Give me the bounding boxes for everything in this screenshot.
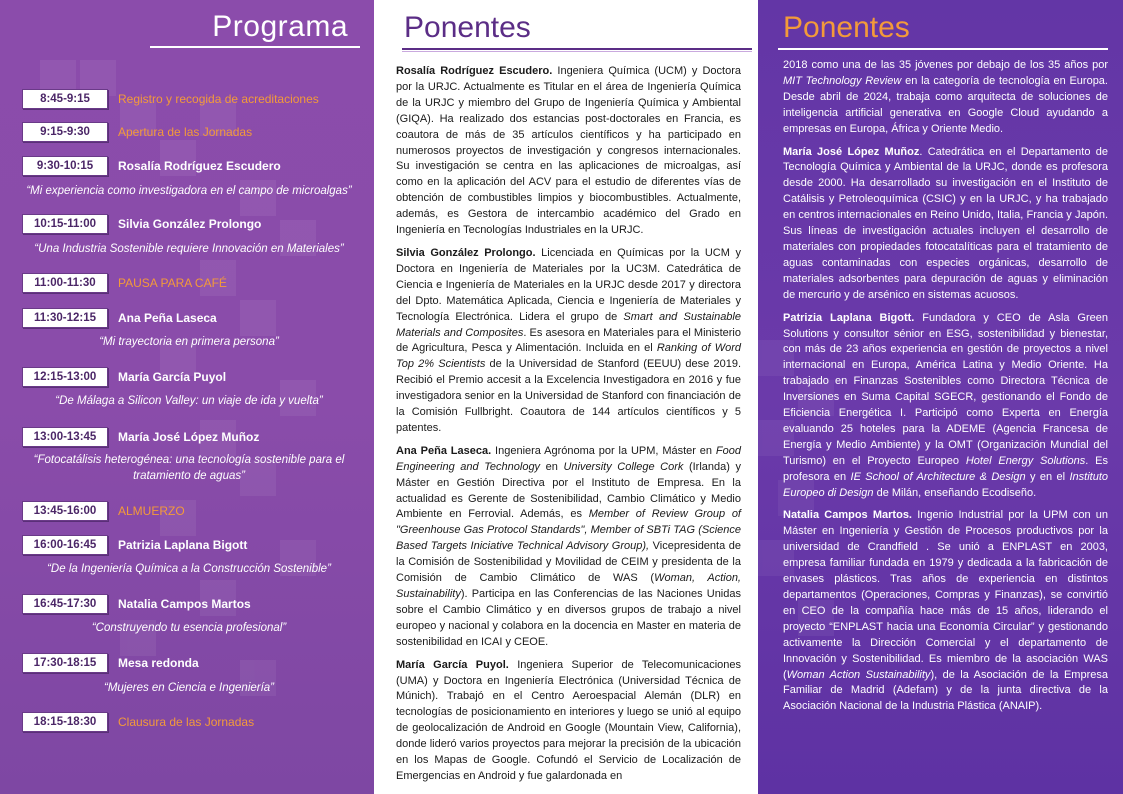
session-label: Clausura de las Jornadas <box>118 715 255 729</box>
talk-title-quote: “Fotocatálisis heterogénea: una tecnología sostenible para el tratamiento de aguas” <box>33 454 345 482</box>
schedule-row <box>22 308 367 328</box>
speaker-name: Patrizia Laplana Bigott. <box>783 311 915 324</box>
title-divider <box>778 48 1108 50</box>
bio-maria-jose <box>783 145 1108 304</box>
session-label: PAUSA PARA CAFÉ <box>118 276 227 290</box>
bio-text: Licenciada en Químicas por la UCM y Doctora en Ingeniería de Materiales por la UC3M. Catedrática de Ciencia e Ingeniería de Materiales en la URJC desde 2017 y directora del Dpto. Matemática Aplicada, Ciencia e Ingeniería de Materiales y Tecnología Electrónica. Lidera el grupo de <box>396 246 742 323</box>
time-slot-badge: 10:15-11:00 <box>22 214 108 234</box>
session-label: Apertura de las Jornadas <box>118 125 253 139</box>
bio-text: y en el <box>1025 470 1070 483</box>
session-label: Silvia González Prolongo <box>118 217 262 231</box>
schedule-row <box>22 427 367 447</box>
session-label: Natalia Campos Martos <box>118 597 251 611</box>
session-label: María García Puyol <box>118 370 227 384</box>
speakers-title: Ponentes <box>783 11 910 44</box>
speaker-name: María José López Muñoz <box>783 145 920 158</box>
bio-italic: Instituto Europeo di Design <box>783 470 1109 499</box>
schedule-row <box>22 367 367 387</box>
schedule-row <box>22 89 367 109</box>
speakers-title: Ponentes <box>404 11 531 44</box>
time-slot-badge: 16:45-17:30 <box>22 594 108 614</box>
bio-text: (Irlanda) y Máster en Gestión Directiva por el Instituto de Empresa. En la actualidad es Gerente de Sostenibilidad, Cambio Climático y Medio Ambiente en Ferrovial. Además, es <box>396 460 741 521</box>
bio-text: Ingeniera Química (UCM) y Doctora por la URJC. Actualmente es Titular en el área de Ingeniería Química de la URJC y miembro del Grupo de Ingeniería Química y Ambiental (GIQA). Ha realizado dos estancias post-doctorales en Francia, es coautora de más de 35 artículos científicos y ha participado en numerosos proyectos de investigación y congresos internacionales. Su investigación se centra en las aplicaciones de microalgas, así como en la aplicación del ACV para el estudio de diferentes vías de obtención de combustibles limpios y biocombustibles. Actualmente, además, es Gestora de intercambio académico del Grado en Ingeniería en Tecnologías Industriales en la URJC. <box>396 65 742 237</box>
speaker-name: María García Puyol. <box>396 658 509 671</box>
bio-text: Ingeniera Agrónoma por la UPM, Máster en <box>491 444 716 457</box>
schedule-row <box>22 156 367 176</box>
session-label: ALMUERZO <box>118 504 185 518</box>
bio-text: de Milán, enseñando Ecodiseño. <box>873 486 1037 499</box>
time-slot-badge: 9:30-10:15 <box>22 156 108 176</box>
title-divider <box>402 48 752 50</box>
bio-text: 2018 como una de las 35 jóvenes por debajo de los 35 años por <box>783 59 1108 71</box>
bio-text: Fundadora y CEO de Asla Green Solutions y consultor sénior en ESG, sostenibilidad y bienestar, con más de 23 años experiencia en gestión de proyectos a nivel internacional en Europa, América Latina y Medio Oriente. Ha trabajado en Finanzas Sostenibles como Directora Técnica de Inversiones en Suma Capital SGECR, gestionando el Fondo de Eficiencia Energética I. Participó como Experta en Energía evaluando 25 hoteles para la ADEME (Agencia Francesa de Energía y Medio Ambiente) y la OMT (Organización Mundial del Turismo) en el Proyecto Europeo <box>783 311 1108 467</box>
schedule-row <box>22 594 367 614</box>
schedule-row <box>22 273 367 293</box>
bio-text: . Es asesora en Materiales para el Ministerio de Agricultura, Pesca y Alimentación. Incluida en el <box>396 326 741 355</box>
bio-italic: Member of Review Group of "Greenhouse Gas Protocol Standards", Member of SBTi TAG (Science Based Targets Iniciative Technical Advisory Group), <box>396 508 741 553</box>
schedule-row <box>22 712 367 732</box>
session-label: Rosalía Rodríguez Escudero <box>118 159 281 173</box>
bio-silvia <box>396 246 741 437</box>
schedule-row <box>22 653 367 673</box>
bio-text: . Catedrática en el Departamento de Tecnología Química y Ambiental de la URJC, donde es profesora desde 2000. Ha desarrollado su investigación en el Instituto de Catálisis y Petroleoquímica (CSIC) y en la URJC, y ha trabajado en centros internacionales en Reino Unido, Italia, Francia y Japón. Sus líneas de investigación actuales incluyen el desarrollo de materiales con propiedades fotocatalíticas para el tratamiento de aguas contaminadas con especies orgánicas, desarrollo de materiales adsorbentes para depuración de aguas y eliminación de mercurio y de arsénico en sistemas acuosos. <box>783 145 1108 301</box>
bio-italic: Smart and Sustainable Materials and Composites <box>396 310 741 339</box>
schedule-row <box>22 535 367 555</box>
bio-italic: Hotel Energy Solutions <box>965 454 1086 467</box>
session-label: Patrizia Laplana Bigott <box>118 538 248 552</box>
bio-text: de la Universidad de Stanford (EEUU) dese 2019. Recibió el Premio accesit a la Excelencia Investigadora en 2016 y fue investigadora senior en la Universidad de Stanford con financiación de la Comisión Fullbright. Coautora de 144 artículos científicos y 5 patentes. <box>396 358 741 434</box>
bio-maria-garcia-cont <box>783 58 1108 138</box>
session-label: Mesa redonda <box>118 656 199 670</box>
bio-text: ), de la Asociación de la Empresa Familiar de Madrid (Adefam) y de la junta directiva de la Asociación Nacional de la Industria Plástica (ANAIP). <box>783 668 1108 713</box>
title-divider <box>150 46 360 48</box>
speaker-bios <box>783 58 1108 722</box>
talk-title-quote: “De Málaga a Silicon Valley: un viaje de ida y vuelta” <box>55 395 323 407</box>
talk-title-quote: “Mi trayectoria en primera persona” <box>99 336 279 348</box>
talk-title-quote: “De la Ingeniería Química a la Construcción Sostenible” <box>47 563 331 575</box>
bio-patrizia <box>783 311 1108 502</box>
time-slot-badge: 11:00-11:30 <box>22 273 108 293</box>
session-label: Registro y recogida de acreditaciones <box>118 92 319 106</box>
time-slot-badge: 12:15-13:00 <box>22 367 108 387</box>
time-slot-badge: 17:30-18:15 <box>22 653 108 673</box>
bio-italic: Woman, Action, Sustainability <box>396 572 741 600</box>
bio-text: Vicepresidenta de la Comisión de Sostenibilidad y Movilidad de CEIM y presidenta de la Comisión de Cambio Climático de WAS ( <box>396 540 741 585</box>
time-slot-badge: 13:00-13:45 <box>22 427 108 447</box>
bio-italic: Ranking of Word Top 2% Scientists <box>396 342 741 371</box>
bio-text: . Es profesora en <box>783 454 1108 483</box>
time-slot-badge: 8:45-9:15 <box>22 89 108 109</box>
time-slot-badge: 9:15-9:30 <box>22 122 108 142</box>
schedule-row <box>22 122 367 142</box>
bio-text: ). Participa en las Conferencias de las Naciones Unidas sobre el Cambio Climático y en diversos grupos de trabajo a nivel europeo y nacional y colabora en la docencia en Master en materia de sostenibilidad en ICAI y CEOE. <box>396 588 741 648</box>
speakers-panel-right <box>758 0 1123 794</box>
time-slot-badge: 13:45-16:00 <box>22 501 108 521</box>
time-slot-badge: 11:30-12:15 <box>22 308 108 328</box>
bio-ana <box>396 444 741 651</box>
title-divider-shadow <box>402 51 752 52</box>
speakers-panel-middle <box>374 0 758 794</box>
bio-text: en <box>540 460 564 473</box>
session-label: María José López Muñoz <box>118 430 260 444</box>
bio-italic: IE School of Architecture & Design <box>850 470 1026 483</box>
program-title: Programa <box>212 10 348 43</box>
time-slot-badge: 16:00-16:45 <box>22 535 108 555</box>
bio-italic: MIT Technology Review <box>783 74 902 87</box>
speaker-name: Silvia González Prolongo. <box>396 246 536 259</box>
bio-text: Ingenio Industrial por la UPM con un Máster en Ingeniería y Gestión de Procesos productivos por la universidad de Crandfield . Se unió a ENPLAST en 2003, empresa familiar fundada en 1979 y dedicada a la fabricación de envases plásticos. Tras años de experiencia en distintos departamentos (Operaciones, Compras y Finanzas), se convirtió en CEO de la compañía hace más de 15 años, liderando el proyecto “ENPLAST hacia una Economía Circular” y gestionando activamente la Dirección Comercial y el departamento de Innovación y Sostenibilidad. Es miembro de la asociación WAS ( <box>783 509 1108 681</box>
bio-italic: University College Cork <box>563 460 684 473</box>
bio-text: en la categoría de tecnología en Europa. Desde abril de 2024, trabaja como arquitecta de soluciones de inteligencia artificial generativa en Google Cloud ayudando a empresas en Europa, África y Oriente Medio. <box>783 74 1108 135</box>
bio-rosalia <box>396 64 741 239</box>
bio-italic: Food Engineering and Technology <box>396 444 741 473</box>
bio-italic: Woman Action Sustainability <box>786 668 931 681</box>
speaker-name: Rosalía Rodríguez Escudero. <box>396 65 553 77</box>
talk-title-quote: “Una Industria Sostenible requiere Innovación en Materiales” <box>34 243 344 255</box>
schedule-row <box>22 501 367 521</box>
speaker-name: Natalia Campos Martos. <box>783 509 912 522</box>
talk-title-quote: “Mi experiencia como investigadora en el campo de microalgas” <box>26 185 352 197</box>
bio-natalia <box>783 508 1108 715</box>
bio-maria-garcia <box>396 658 741 785</box>
program-panel <box>0 0 374 794</box>
schedule-row <box>22 214 367 234</box>
time-slot-badge: 18:15-18:30 <box>22 712 108 732</box>
bio-text: Ingeniera Superior de Telecomunicaciones (UMA) y Doctora en Ingeniería Electrónica (Universidad Técnica de Múnich). Trabajó en el Centro Aeroespacial Alemán (DLR) en tecnologías de posicionamiento en interiores y luego se unió al equipo de geolocalización de Android en Google (Mountain View, California), donde lideró varios proyectos para mejorar la precisión de la ubicación en los Mapas de Google. Cofundó el Servicio de Localización de Emergencias en Android y fue galardonada en <box>396 658 741 782</box>
talk-title-quote: “Mujeres en Ciencia e Ingeniería” <box>103 682 275 694</box>
session-label: Ana Peña Laseca <box>118 311 217 325</box>
speaker-bios <box>396 64 741 792</box>
speaker-name: Ana Peña Laseca. <box>396 444 492 457</box>
talk-title-quote: “Construyendo tu esencia profesional” <box>91 622 287 634</box>
